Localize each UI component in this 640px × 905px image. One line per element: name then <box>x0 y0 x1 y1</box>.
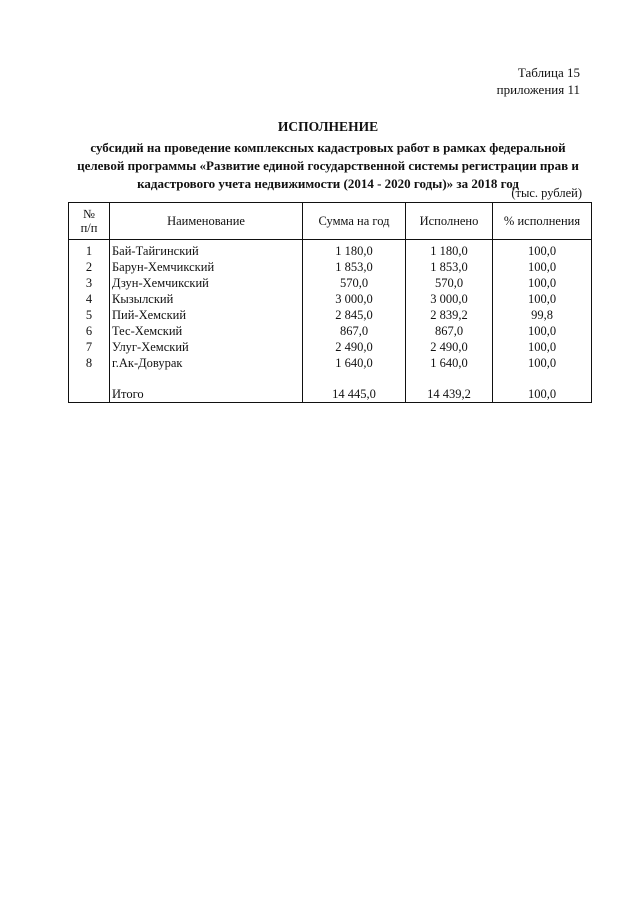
row-sum: 1 640,0 <box>303 355 406 371</box>
row-percent: 100,0 <box>493 323 592 339</box>
row-percent: 100,0 <box>493 339 592 355</box>
row-percent: 100,0 <box>493 275 592 291</box>
header-percent: % исполнения <box>493 203 592 240</box>
total-number-cell <box>69 385 110 403</box>
row-sum: 1 853,0 <box>303 259 406 275</box>
document-title: ИСПОЛНЕНИЕ <box>277 119 379 134</box>
spacer-cell <box>110 371 303 385</box>
row-done: 2 490,0 <box>406 339 493 355</box>
row-name: Дзун-Хемчикский <box>110 275 303 291</box>
row-percent: 100,0 <box>493 240 592 260</box>
row-sum: 2 490,0 <box>303 339 406 355</box>
table-number: Таблица 15 <box>517 65 580 80</box>
row-percent: 99,8 <box>493 307 592 323</box>
table-header-row <box>69 203 592 240</box>
row-number: 6 <box>69 323 110 339</box>
row-done: 867,0 <box>406 323 493 339</box>
header-number <box>69 203 110 240</box>
row-done: 3 000,0 <box>406 291 493 307</box>
spacer-cell <box>406 371 493 385</box>
row-name: Барун-Хемчикский <box>110 259 303 275</box>
row-number: 2 <box>69 259 110 275</box>
row-number: 7 <box>69 339 110 355</box>
row-done: 1 180,0 <box>406 240 493 260</box>
total-done: 14 439,2 <box>406 385 493 403</box>
document-subtitle-line-1: субсидий на проведение комплексных кадастровых работ в рамках федеральной <box>90 140 566 155</box>
row-name: Тес-Хемский <box>110 323 303 339</box>
spacer-cell <box>69 371 110 385</box>
row-percent: 100,0 <box>493 355 592 371</box>
units-label: (тыс. рублей) <box>511 186 582 200</box>
table-row <box>69 323 592 339</box>
table-row <box>69 275 592 291</box>
spacer-cell <box>303 371 406 385</box>
row-percent: 100,0 <box>493 259 592 275</box>
header-sum: Сумма на год <box>303 203 406 240</box>
total-name: Итого <box>110 385 303 403</box>
row-sum: 570,0 <box>303 275 406 291</box>
table-row <box>69 307 592 323</box>
document-subtitle-line-3: кадастрового учета недвижимости (2014 - 2020 годы)» за 2018 год <box>137 176 519 191</box>
table-row <box>69 339 592 355</box>
table-row <box>69 355 592 371</box>
row-sum: 867,0 <box>303 323 406 339</box>
execution-table <box>68 202 592 403</box>
document-subtitle-line-2: целевой программы «Развитие единой государственной системы регистрации прав и <box>77 158 579 173</box>
row-number: 8 <box>69 355 110 371</box>
spacer-cell <box>493 371 592 385</box>
row-number: 3 <box>69 275 110 291</box>
row-done: 1 853,0 <box>406 259 493 275</box>
row-number: 4 <box>69 291 110 307</box>
row-done: 570,0 <box>406 275 493 291</box>
row-name: Кызылский <box>110 291 303 307</box>
appendix-number: приложения 11 <box>496 82 580 97</box>
row-name: Бай-Тайгинский <box>110 240 303 260</box>
document-heading <box>68 118 588 193</box>
header-number-abbr: п/п <box>80 221 98 235</box>
spacer-row <box>69 371 592 385</box>
table-row <box>69 259 592 275</box>
table-row <box>69 291 592 307</box>
total-sum: 14 445,0 <box>303 385 406 403</box>
header-number-symbol: № <box>83 207 95 221</box>
row-sum: 2 845,0 <box>303 307 406 323</box>
header-name: Наименование <box>110 203 303 240</box>
row-name: Улуг-Хемский <box>110 339 303 355</box>
row-sum: 3 000,0 <box>303 291 406 307</box>
total-row <box>69 385 592 403</box>
row-percent: 100,0 <box>493 291 592 307</box>
table-reference <box>497 64 580 98</box>
row-number: 5 <box>69 307 110 323</box>
header-done: Исполнено <box>406 203 493 240</box>
row-name: Пий-Хемский <box>110 307 303 323</box>
row-number: 1 <box>69 240 110 260</box>
row-name: г.Ак-Довурак <box>110 355 303 371</box>
row-done: 2 839,2 <box>406 307 493 323</box>
row-sum: 1 180,0 <box>303 240 406 260</box>
total-percent: 100,0 <box>493 385 592 403</box>
table-row <box>69 240 592 260</box>
row-done: 1 640,0 <box>406 355 493 371</box>
